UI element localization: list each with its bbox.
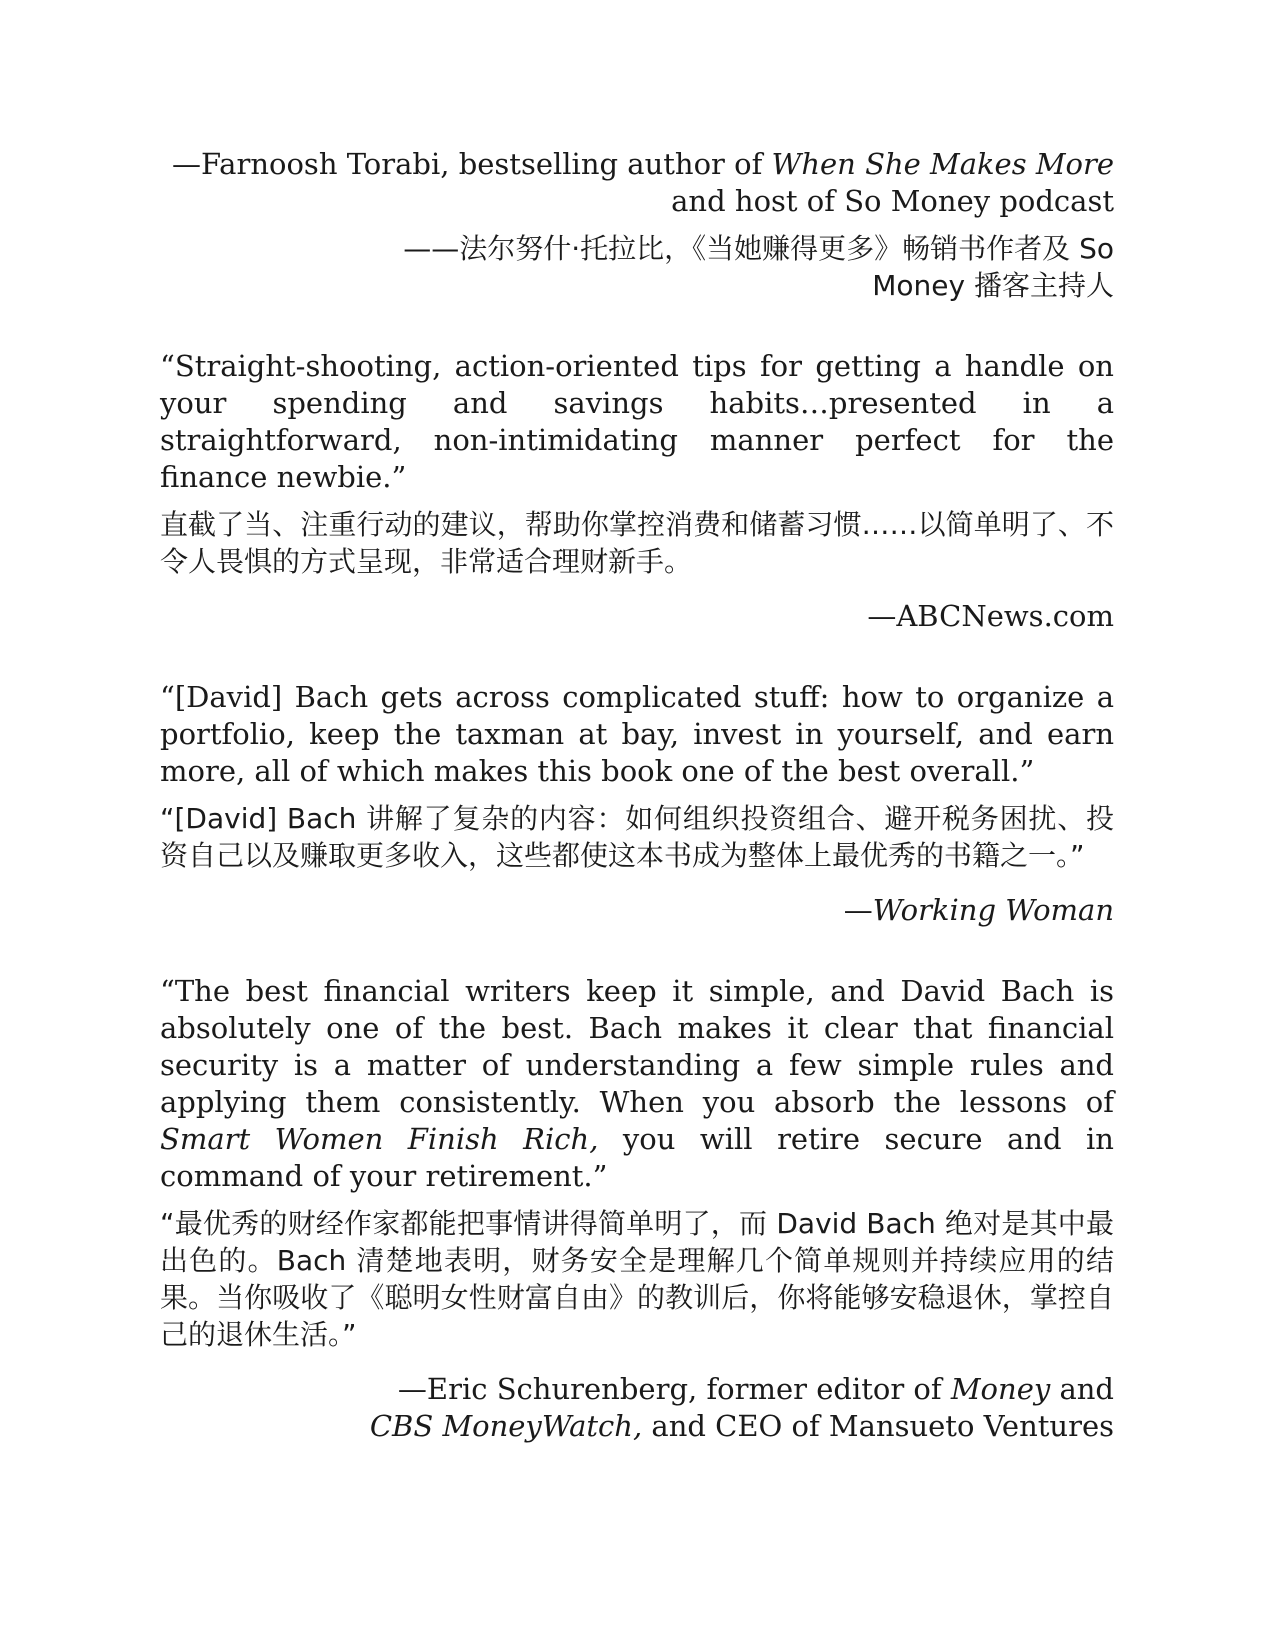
publication-title: Working Woman (872, 893, 1114, 927)
source-text: and CEO of Mansueto Ventures (642, 1409, 1114, 1443)
working-woman-source (160, 892, 1114, 929)
source-dash: — (843, 893, 873, 927)
abcnews-source: —ABCNews.com (867, 599, 1114, 633)
attribution-text: and host of So Money podcast (671, 184, 1114, 218)
source-text: —Eric Schurenberg, former editor of (397, 1372, 951, 1406)
torabi-attribution-zh: ——法尔努什·托拉比，《当她赚得更多》畅销书作者及 So Money 播客主持人 (403, 232, 1114, 302)
abcnews-quote-en: “Straight-shooting, action-oriented tips for getting a handle on your spending and savings habits…presented in a straightforward, non-intimidating manner perfect for the finance newbie.” (160, 349, 1114, 494)
schurenberg-quote-en (160, 973, 1114, 1195)
book-title: When She Makes More (771, 147, 1114, 181)
book-title: Smart Women Finish Rich, (160, 1122, 599, 1156)
working-woman-quote-zh: “[David] Bach 讲解了复杂的内容：如何组织投资组合、避开税务困扰、投资自己以及赚取更多收入，这些都使这本书成为整体上最优秀的书籍之一。” (160, 802, 1114, 872)
attribution-text: —Farnoosh Torabi, bestselling author of (172, 147, 772, 181)
schurenberg-source (160, 1371, 1114, 1445)
publication-title: CBS MoneyWatch, (369, 1409, 643, 1443)
abcnews-quote-zh: 直截了当、注重行动的建议，帮助你掌控消费和储蓄习惯……以简单明了、不令人畏惧的方式呈现，非常适合理财新手。 (160, 508, 1114, 578)
schurenberg-quote-zh: “最优秀的财经作家都能把事情讲得简单明了，而 David Bach 绝对是其中最出色的。Bach 清楚地表明，财务安全是理解几个简单规则并持续应用的结果。当你吸收了《聪明女性财富自由》的教训后，你将能够安稳退休，掌控自己的退休生活。” (160, 1207, 1114, 1351)
document-page (160, 146, 1114, 1445)
working-woman-quote-en: “[David] Bach gets across complicated stuff: how to organize a portfolio, keep the taxman at bay, invest in yourself, and earn more, all of which makes this book one of the best overall.” (160, 680, 1114, 788)
quote-text: “The best financial writers keep it simple, and David Bach is absolutely one of the best. Bach makes it clear that financial security is a matter of understanding a few simple rules and applying them consistently. When you absorb the lessons of (160, 974, 1114, 1119)
source-text: and (1050, 1372, 1114, 1406)
quote-text: you will retire secure and in command of your retirement.” (160, 1122, 1114, 1193)
publication-title: Money (950, 1372, 1051, 1406)
torabi-attribution-en (160, 146, 1114, 220)
